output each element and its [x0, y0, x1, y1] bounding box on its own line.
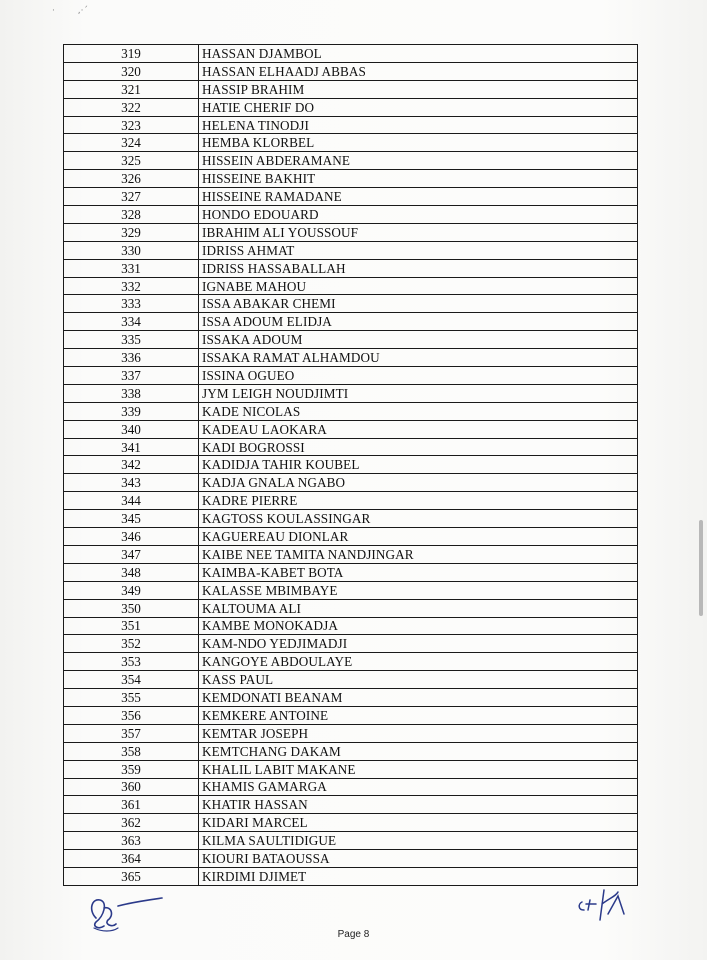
row-number: 337 — [64, 367, 199, 385]
table-row — [64, 742, 638, 760]
row-number: 362 — [64, 814, 199, 832]
row-number: 354 — [64, 671, 199, 689]
row-number: 333 — [64, 295, 199, 313]
row-name: KHAMIS GAMARGA — [199, 778, 638, 796]
table-row — [64, 867, 638, 885]
row-number: 334 — [64, 313, 199, 331]
row-name: KAGUEREAU DIONLAR — [199, 528, 638, 546]
row-name: KADJA GNALA NGABO — [199, 474, 638, 492]
row-name: ISSAKA RAMAT ALHAMDOU — [199, 349, 638, 367]
row-number: 344 — [64, 492, 199, 510]
row-number: 339 — [64, 402, 199, 420]
table-row — [64, 295, 638, 313]
row-number: 347 — [64, 545, 199, 563]
row-number: 358 — [64, 742, 199, 760]
table-row — [64, 438, 638, 456]
row-name: KIDARI MARCEL — [199, 814, 638, 832]
row-name: KHATIR HASSAN — [199, 796, 638, 814]
row-name: IBRAHIM ALI YOUSSOUF — [199, 223, 638, 241]
row-number: 345 — [64, 510, 199, 528]
table-row — [64, 528, 638, 546]
table-row — [64, 510, 638, 528]
table-row — [64, 188, 638, 206]
row-number: 349 — [64, 581, 199, 599]
row-name: JYM LEIGH NOUDJIMTI — [199, 384, 638, 402]
row-name: KAIMBA-KABET BOTA — [199, 563, 638, 581]
row-name: KILMA SAULTIDIGUE — [199, 832, 638, 850]
table-row — [64, 313, 638, 331]
table-row — [64, 545, 638, 563]
row-name: KIOURI BATAOUSSA — [199, 850, 638, 868]
row-name: ISSA ABAKAR CHEMI — [199, 295, 638, 313]
page-number: Page 8 — [337, 929, 370, 940]
row-name: HASSIP BRAHIM — [199, 80, 638, 98]
table-row — [64, 277, 638, 295]
row-name: KADIDJA TAHIR KOUBEL — [199, 456, 638, 474]
row-number: 359 — [64, 760, 199, 778]
table-row — [64, 850, 638, 868]
row-name: KAIBE NEE TAMITA NANDJINGAR — [199, 545, 638, 563]
table-row — [64, 98, 638, 116]
row-name: HASSAN ELHAADJ ABBAS — [199, 62, 638, 80]
table-row — [64, 832, 638, 850]
roster-table — [63, 44, 638, 886]
row-name: KIRDIMI DJIMET — [199, 867, 638, 885]
table-row — [64, 152, 638, 170]
initials-signature-right — [572, 884, 632, 924]
table-row — [64, 349, 638, 367]
row-name: IDRISS HASSABALLAH — [199, 259, 638, 277]
row-name: HISSEINE BAKHIT — [199, 170, 638, 188]
row-name: KEMDONATI BEANAM — [199, 689, 638, 707]
table-row — [64, 456, 638, 474]
table-row — [64, 259, 638, 277]
table-row — [64, 563, 638, 581]
table-row — [64, 581, 638, 599]
row-number: 340 — [64, 420, 199, 438]
table-row — [64, 206, 638, 224]
row-name: KADRE PIERRE — [199, 492, 638, 510]
table-row — [64, 367, 638, 385]
row-name: KASS PAUL — [199, 671, 638, 689]
row-name: HEMBA KLORBEL — [199, 134, 638, 152]
row-number: 350 — [64, 599, 199, 617]
row-number: 330 — [64, 241, 199, 259]
table-row — [64, 62, 638, 80]
row-number: 341 — [64, 438, 199, 456]
row-name: KADI BOGROSSI — [199, 438, 638, 456]
row-number: 323 — [64, 116, 199, 134]
row-number: 365 — [64, 867, 199, 885]
row-number: 361 — [64, 796, 199, 814]
table-row — [64, 653, 638, 671]
table-row — [64, 635, 638, 653]
row-number: 356 — [64, 706, 199, 724]
row-number: 336 — [64, 349, 199, 367]
row-number: 335 — [64, 331, 199, 349]
table-row — [64, 796, 638, 814]
row-name: IGNABE MAHOU — [199, 277, 638, 295]
table-row — [64, 170, 638, 188]
table-row — [64, 420, 638, 438]
row-number: 338 — [64, 384, 199, 402]
row-number: 351 — [64, 617, 199, 635]
roster-body — [64, 45, 638, 886]
row-name: ISSA ADOUM ELIDJA — [199, 313, 638, 331]
table-row — [64, 599, 638, 617]
row-number: 326 — [64, 170, 199, 188]
row-number: 320 — [64, 62, 199, 80]
row-name: IDRISS AHMAT — [199, 241, 638, 259]
table-row — [64, 241, 638, 259]
table-row — [64, 778, 638, 796]
table-row — [64, 814, 638, 832]
row-number: 360 — [64, 778, 199, 796]
row-name: KEMTAR JOSEPH — [199, 724, 638, 742]
row-name: HASSAN DJAMBOL — [199, 45, 638, 63]
row-name: KALTOUMA ALI — [199, 599, 638, 617]
row-number: 355 — [64, 689, 199, 707]
row-name: ISSINA OGUEO — [199, 367, 638, 385]
row-name: KHALIL LABIT MAKANE — [199, 760, 638, 778]
row-number: 331 — [64, 259, 199, 277]
row-number: 329 — [64, 223, 199, 241]
row-number: 327 — [64, 188, 199, 206]
row-name: KEMKERE ANTOINE — [199, 706, 638, 724]
row-name: ISSAKA ADOUM — [199, 331, 638, 349]
row-number: 352 — [64, 635, 199, 653]
row-number: 348 — [64, 563, 199, 581]
row-name: KAM-NDO YEDJIMADJI — [199, 635, 638, 653]
row-number: 363 — [64, 832, 199, 850]
row-number: 357 — [64, 724, 199, 742]
row-number: 364 — [64, 850, 199, 868]
table-row — [64, 45, 638, 63]
table-row — [64, 492, 638, 510]
row-number: 319 — [64, 45, 199, 63]
table-row — [64, 223, 638, 241]
table-row — [64, 116, 638, 134]
row-number: 328 — [64, 206, 199, 224]
table-row — [64, 80, 638, 98]
row-number: 342 — [64, 456, 199, 474]
table-row — [64, 134, 638, 152]
table-row — [64, 617, 638, 635]
row-number: 324 — [64, 134, 199, 152]
row-number: 332 — [64, 277, 199, 295]
row-name: HISSEINE RAMADANE — [199, 188, 638, 206]
scrollbar-thumb[interactable] — [699, 520, 703, 616]
table-row — [64, 402, 638, 420]
table-row — [64, 689, 638, 707]
row-name: KAMBE MONOKADJA — [199, 617, 638, 635]
row-number: 343 — [64, 474, 199, 492]
row-number: 346 — [64, 528, 199, 546]
table-row — [64, 331, 638, 349]
row-name: KADEAU LAOKARA — [199, 420, 638, 438]
row-name: KADE NICOLAS — [199, 402, 638, 420]
row-number: 325 — [64, 152, 199, 170]
row-name: KANGOYE ABDOULAYE — [199, 653, 638, 671]
table-row — [64, 474, 638, 492]
row-number: 321 — [64, 80, 199, 98]
row-name: HONDO EDOUARD — [199, 206, 638, 224]
row-name: KAGTOSS KOULASSINGAR — [199, 510, 638, 528]
row-name: HATIE CHERIF DO — [199, 98, 638, 116]
table-row — [64, 671, 638, 689]
row-name: HISSEIN ABDERAMANE — [199, 152, 638, 170]
row-number: 322 — [64, 98, 199, 116]
table-row — [64, 706, 638, 724]
scan-marks: · ,·´ — [52, 6, 88, 16]
row-name: KALASSE MBIMBAYE — [199, 581, 638, 599]
row-number: 353 — [64, 653, 199, 671]
row-name: HELENA TINODJI — [199, 116, 638, 134]
table-row — [64, 724, 638, 742]
table-row — [64, 384, 638, 402]
row-name: KEMTCHANG DAKAM — [199, 742, 638, 760]
table-row — [64, 760, 638, 778]
